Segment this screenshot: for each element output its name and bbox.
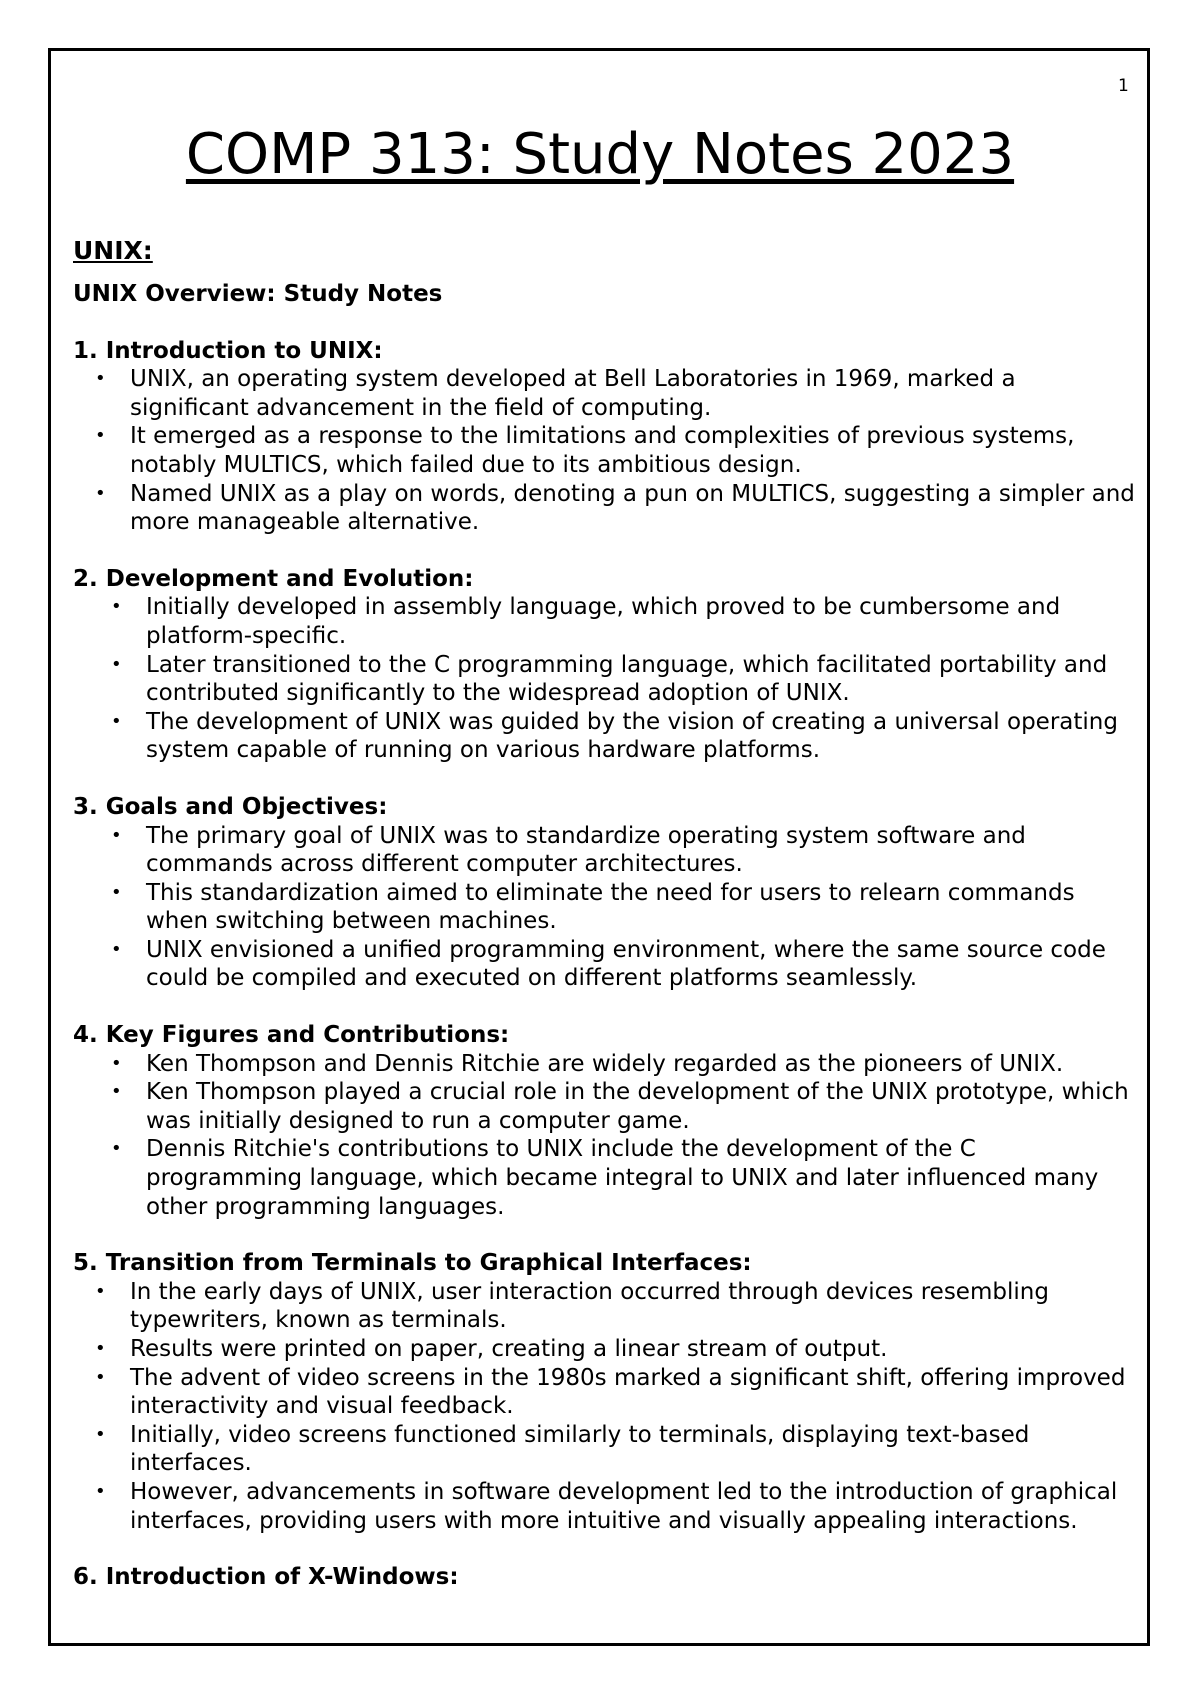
list-item-text: Named UNIX as a play on words, denoting a pun on MULTICS, suggesting a simpler and more manageable alternative.: [130, 480, 1135, 536]
bullet-icon: •: [111, 1052, 122, 1074]
bullet-list: [73, 1278, 1138, 1535]
bullet-icon: •: [111, 881, 122, 903]
list-item: [73, 1078, 1138, 1135]
list-item-text: Results were printed on paper, creating a linear stream of output.: [130, 1336, 888, 1362]
bullet-icon: •: [95, 1338, 106, 1359]
bullet-list: [73, 1050, 1138, 1222]
list-item: [73, 708, 1138, 765]
bullet-list: [73, 593, 1138, 765]
bullet-icon: •: [95, 1423, 106, 1445]
page-title: COMP 313: Study Notes 2023: [185, 122, 1015, 187]
list-item: [73, 480, 1138, 537]
bullet-icon: •: [95, 425, 106, 447]
page-number: 1: [1118, 76, 1129, 96]
list-item: [73, 651, 1138, 708]
list-item-text: Initially developed in assembly language, which proved to be cumbersome and platform-specific.: [146, 594, 1061, 649]
list-item: [73, 1335, 1138, 1364]
list-item: [73, 593, 1138, 650]
bullet-icon: •: [111, 938, 122, 960]
list-item: [73, 879, 1138, 936]
bullet-icon: •: [95, 1280, 106, 1302]
document-body: [73, 236, 1138, 1592]
list-item-text: Initially, video screens functioned similarly to terminals, displaying text-based interfaces.: [130, 1421, 1030, 1477]
bullet-list: [73, 365, 1138, 537]
bullet-icon: •: [111, 653, 122, 675]
list-item-text: The primary goal of UNIX was to standardize operating system software and commands across different computer architectures.: [146, 822, 1026, 878]
list-item: [73, 822, 1138, 879]
list-item-text: Later transitioned to the C programming language, which facilitated portability and contributed significantly to the widespread adoption of UNIX.: [146, 651, 1108, 707]
section-heading: 1. Introduction to UNIX:: [73, 337, 383, 364]
list-item: [73, 1478, 1138, 1535]
overview-heading: UNIX Overview: Study Notes: [73, 281, 443, 307]
bullet-icon: •: [95, 1366, 106, 1388]
list-item-text: The development of UNIX was guided by the vision of creating a universal operating system capable of running on various hardware platforms.: [146, 708, 1118, 764]
list-item: [73, 1278, 1138, 1335]
bullet-icon: •: [111, 824, 122, 846]
section-heading: 5. Transition from Terminals to Graphical Interfaces:: [73, 1250, 752, 1277]
list-item: [73, 1421, 1138, 1478]
list-item-text: UNIX envisioned a unified programming environment, where the same source code could be compiled and executed on different platforms seamlessly.: [146, 936, 1106, 992]
bullet-icon: •: [111, 710, 122, 732]
bullet-icon: •: [111, 1138, 122, 1160]
list-item-text: Ken Thompson and Dennis Ritchie are widely regarded as the pioneers of UNIX.: [146, 1050, 1064, 1077]
list-item: [73, 936, 1138, 993]
section-heading: 6. Introduction of X-Windows:: [73, 1564, 459, 1591]
list-item: [73, 1135, 1138, 1221]
list-item: [73, 1364, 1138, 1421]
section-heading: 4. Key Figures and Contributions:: [73, 1022, 510, 1049]
bullet-icon: •: [111, 596, 122, 618]
list-item-text: The advent of video screens in the 1980s marked a significant shift, offering improved interactivity and visual feedback.: [130, 1364, 1126, 1420]
bullet-list: [73, 822, 1138, 994]
list-item-text: In the early days of UNIX, user interaction occurred through devices resembling typewriters, known as terminals.: [130, 1278, 1049, 1334]
list-item: [73, 365, 1138, 422]
bullet-icon: •: [111, 1081, 122, 1103]
list-item: [73, 1050, 1138, 1079]
section-heading: 3. Goals and Objectives:: [73, 793, 388, 820]
bullet-icon: •: [95, 1480, 106, 1502]
list-item-text: However, advancements in software development led to the introduction of graphical interfaces, providing users with more intuitive and visually appealing interactions.: [130, 1478, 1118, 1534]
bullet-icon: •: [95, 482, 106, 504]
list-item-text: Ken Thompson played a crucial role in the development of the UNIX prototype, which was initially designed to run a computer game.: [146, 1079, 1129, 1134]
bullet-icon: •: [95, 368, 106, 390]
list-item: [73, 422, 1138, 479]
section-heading: 2. Development and Evolution:: [73, 565, 474, 592]
list-item-text: It emerged as a response to the limitations and complexities of previous systems, notably MULTICS, which failed due to its ambitious design.: [130, 423, 1075, 478]
list-item-text: UNIX, an operating system developed at Bell Laboratories in 1969, marked a significant advancement in the field of computing.: [130, 366, 1016, 421]
unix-heading: UNIX:: [73, 236, 153, 265]
list-item-text: Dennis Ritchie's contributions to UNIX include the development of the C programming language, which became integral to UNIX and later influenced many other programming languages.: [146, 1136, 1099, 1220]
list-item-text: This standardization aimed to eliminate the need for users to relearn commands when switching between machines.: [146, 879, 1075, 935]
